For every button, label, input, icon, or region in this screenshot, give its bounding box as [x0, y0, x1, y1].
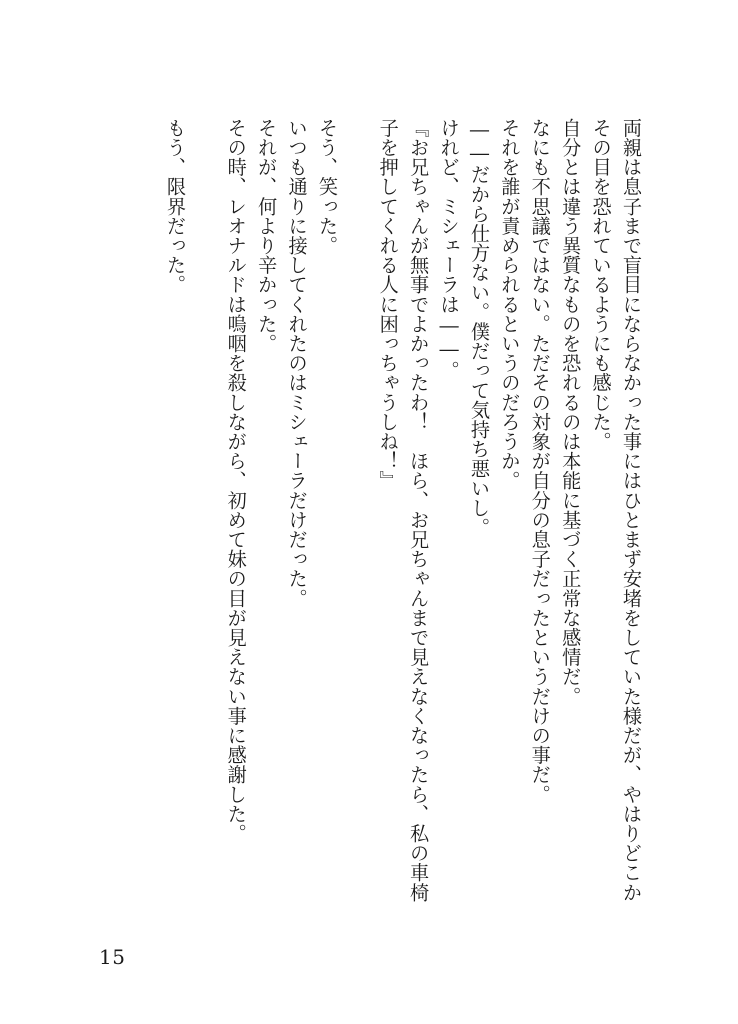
text-line-2: その目を恐れているようにも感じた。	[589, 118, 613, 452]
body-text	[160, 118, 646, 938]
text-line-4: なにも不思議ではない。ただその対象が自分の息子だったというだけの事だ。	[528, 118, 552, 804]
blank-line	[342, 118, 372, 938]
text-line-7: けれど、ミシェーラは――。	[437, 118, 461, 381]
text-line-16: もう、限界だった。	[163, 118, 187, 295]
text-line-12: いつも通りに接してくれたのはミシェーラだけだった。	[285, 118, 309, 608]
text-line-9: 子を押してくれる人に困っちゃうしね！』	[376, 118, 400, 491]
text-line-13: それが、何より辛かった。	[255, 118, 279, 354]
text-line-3: 自分とは違う異質なものを恐れるのは本能に基づく正常な感情だ。	[559, 118, 583, 706]
text-line-8: 『お兄ちゃんが無事でよかったわ！ ほら、お兄ちゃんまで見えなくなったら、私の車椅	[407, 118, 431, 902]
blank-line	[190, 118, 220, 938]
text-line-14: その時、レオナルドは嗚咽を殺しながら、初めて妹の目が見えない事に感謝した。	[224, 118, 248, 844]
text-line-1: 両親は息子まで盲目にならなかった事にはひとまず安堵をしていた様だが、やはりどこか	[620, 118, 643, 902]
text-line-6: ――だから仕方ない。僕だって気持ち悪いし。	[467, 118, 491, 538]
text-line-5: それを誰が責められるというのだろうか。	[498, 118, 522, 491]
page-number: 15	[99, 945, 126, 969]
text-line-11: そう、笑った。	[315, 118, 339, 256]
